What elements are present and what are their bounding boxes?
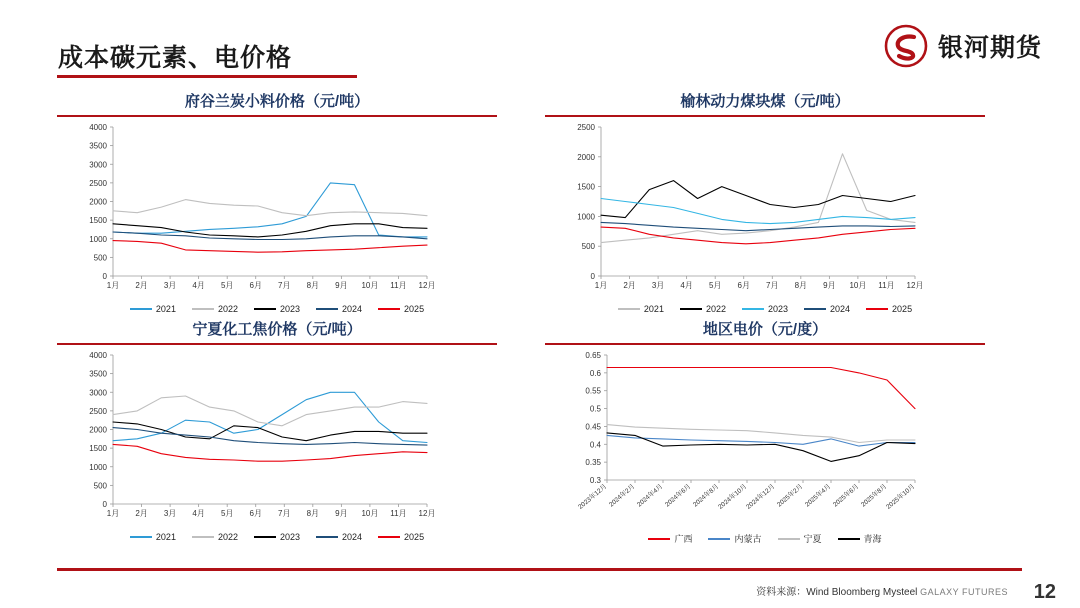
legend-item[interactable]	[130, 532, 176, 542]
chart-legend-fugu-lantan	[57, 304, 497, 314]
svg-text:5月: 5月	[708, 281, 722, 290]
legend-swatch	[316, 536, 338, 538]
legend-label: 2021	[155, 532, 176, 542]
svg-text:1月: 1月	[594, 281, 608, 290]
legend-swatch	[130, 308, 152, 310]
svg-text:6月: 6月	[249, 281, 262, 290]
svg-text:500: 500	[93, 253, 107, 263]
svg-text:2024年10月: 2024年10月	[717, 483, 749, 511]
legend-item[interactable]	[804, 304, 850, 314]
legend-swatch	[378, 536, 400, 538]
legend-item[interactable]	[192, 532, 238, 542]
chart-title-diqu-dianjia: 地区电价（元/度）	[702, 321, 828, 338]
svg-text:2月: 2月	[135, 281, 148, 290]
legend-label: 广西	[674, 534, 693, 544]
svg-text:9月: 9月	[335, 509, 348, 518]
svg-text:4000: 4000	[89, 123, 107, 132]
svg-text:2月: 2月	[135, 509, 148, 518]
legend-label: 2023	[767, 304, 789, 314]
source-text: 资料来源：Wind Bloomberg Mysteel	[756, 587, 918, 598]
plot-yulin-mei	[545, 117, 985, 302]
svg-text:0.35: 0.35	[585, 458, 601, 468]
chart-panel-ningxia-jiao	[57, 318, 497, 542]
source-brand: GALAXY FUTURES	[920, 587, 1008, 597]
legend-label: 2024	[342, 304, 363, 314]
svg-text:2500: 2500	[89, 406, 107, 416]
svg-text:11月: 11月	[390, 281, 407, 290]
svg-text:3月: 3月	[651, 281, 665, 290]
legend-item[interactable]	[316, 304, 362, 314]
svg-text:2025年2月: 2025年2月	[775, 483, 805, 509]
svg-text:500: 500	[581, 242, 595, 252]
svg-text:2024年2月: 2024年2月	[607, 483, 637, 509]
svg-text:1月: 1月	[106, 509, 120, 518]
svg-text:7月: 7月	[278, 281, 291, 290]
svg-text:3000: 3000	[89, 388, 107, 398]
legend-item[interactable]	[378, 532, 424, 542]
legend-label: 宁夏	[803, 534, 822, 544]
svg-text:2025年8月: 2025年8月	[859, 483, 889, 509]
legend-swatch	[254, 308, 276, 310]
legend-label: 2025	[404, 532, 425, 542]
svg-text:7月: 7月	[278, 509, 291, 518]
legend-swatch	[378, 308, 400, 310]
svg-text:12月: 12月	[418, 281, 436, 290]
svg-text:2024年8月: 2024年8月	[691, 483, 721, 509]
legend-label: 2021	[155, 304, 176, 314]
legend-item[interactable]	[742, 304, 788, 314]
svg-text:2025年6月: 2025年6月	[831, 483, 861, 509]
svg-text:0.6: 0.6	[589, 368, 601, 378]
svg-text:2024年4月: 2024年4月	[635, 483, 665, 509]
legend-swatch	[778, 538, 800, 540]
svg-text:1500: 1500	[89, 444, 107, 454]
svg-text:2025年10月: 2025年10月	[885, 483, 917, 511]
legend-item[interactable]	[130, 304, 176, 314]
legend-item[interactable]	[316, 532, 362, 542]
svg-text:11月: 11月	[390, 509, 407, 518]
svg-text:0.45: 0.45	[585, 422, 601, 432]
svg-text:9月: 9月	[335, 281, 348, 290]
svg-text:3月: 3月	[163, 509, 177, 518]
legend-item[interactable]	[618, 304, 664, 314]
svg-text:3500: 3500	[89, 369, 107, 379]
legend-item[interactable]	[254, 532, 300, 542]
svg-text:0.4: 0.4	[589, 440, 601, 450]
legend-label: 2024	[830, 304, 851, 314]
svg-text:10月: 10月	[849, 281, 867, 290]
legend-label: 内蒙古	[734, 534, 762, 544]
legend-label: 2021	[643, 304, 664, 314]
svg-text:5月: 5月	[220, 509, 234, 518]
svg-text:1000: 1000	[89, 234, 107, 244]
chart-panel-diqu-dianjia	[545, 318, 985, 545]
svg-text:9月: 9月	[823, 281, 836, 290]
chart-legend-yulin-mei	[545, 304, 985, 314]
plot-diqu-dianjia	[545, 345, 985, 530]
chart-title-yulin-mei: 榆林动力煤块煤（元/吨）	[680, 93, 850, 110]
brand	[884, 24, 1042, 68]
svg-text:8月: 8月	[306, 281, 320, 290]
legend-item[interactable]	[648, 532, 692, 545]
legend-item[interactable]	[838, 532, 882, 545]
legend-item[interactable]	[192, 304, 238, 314]
legend-swatch	[130, 536, 152, 538]
chart-panel-fugu-lantan	[57, 90, 497, 314]
legend-swatch	[838, 538, 860, 540]
svg-text:2023年12月: 2023年12月	[577, 483, 609, 511]
svg-text:2月: 2月	[623, 281, 636, 290]
svg-text:12月: 12月	[418, 509, 436, 518]
legend-swatch	[618, 308, 640, 310]
svg-text:4月: 4月	[680, 281, 693, 290]
chart-legend-ningxia-jiao	[57, 532, 497, 542]
legend-item[interactable]	[378, 304, 424, 314]
svg-text:3000: 3000	[89, 160, 107, 170]
plot-fugu-lantan	[57, 117, 497, 302]
svg-text:4月: 4月	[192, 509, 205, 518]
legend-label: 青海	[863, 534, 882, 544]
svg-text:2000: 2000	[89, 197, 107, 207]
legend-label: 2025	[892, 304, 913, 314]
svg-text:2025年4月: 2025年4月	[803, 483, 833, 509]
legend-label: 2022	[217, 304, 238, 314]
legend-label: 2023	[279, 304, 301, 314]
svg-text:4月: 4月	[192, 281, 205, 290]
svg-text:4000: 4000	[89, 351, 107, 360]
svg-text:6月: 6月	[249, 509, 262, 518]
galaxy-logo-icon	[884, 24, 928, 68]
legend-item[interactable]	[680, 304, 726, 314]
legend-swatch	[254, 536, 276, 538]
legend-item[interactable]	[778, 532, 822, 545]
svg-text:500: 500	[93, 481, 107, 491]
svg-text:2000: 2000	[89, 425, 107, 435]
svg-text:5月: 5月	[220, 281, 234, 290]
svg-text:3500: 3500	[89, 141, 107, 151]
svg-text:0.55: 0.55	[585, 386, 601, 396]
svg-text:1000: 1000	[89, 462, 107, 472]
plot-ningxia-jiao	[57, 345, 497, 530]
title-underline	[57, 75, 357, 78]
svg-text:0: 0	[590, 272, 595, 281]
legend-swatch	[708, 538, 730, 540]
svg-text:6月: 6月	[737, 281, 750, 290]
svg-text:8月: 8月	[794, 281, 808, 290]
legend-swatch	[866, 308, 888, 310]
svg-text:10月: 10月	[361, 509, 379, 518]
svg-text:1500: 1500	[577, 182, 595, 192]
legend-label: 2022	[217, 532, 238, 542]
chart-panel-yulin-mei	[545, 90, 985, 314]
legend-label: 2022	[705, 304, 726, 314]
legend-swatch	[742, 308, 764, 310]
source-note	[756, 583, 1008, 598]
svg-text:0: 0	[102, 272, 107, 281]
legend-swatch	[316, 308, 338, 310]
legend-swatch	[804, 308, 826, 310]
svg-text:0: 0	[102, 500, 107, 509]
svg-text:3月: 3月	[163, 281, 177, 290]
svg-text:7月: 7月	[766, 281, 779, 290]
legend-swatch	[192, 536, 214, 538]
legend-item[interactable]	[254, 304, 300, 314]
legend-swatch	[648, 538, 670, 540]
legend-label: 2023	[279, 532, 301, 542]
svg-text:1500: 1500	[89, 216, 107, 226]
svg-text:12月: 12月	[906, 281, 924, 290]
svg-text:2500: 2500	[577, 123, 595, 132]
chart-title-ningxia-jiao: 宁夏化工焦价格（元/吨）	[192, 321, 362, 338]
legend-item[interactable]	[866, 304, 912, 314]
svg-text:11月: 11月	[878, 281, 895, 290]
footer-rule	[57, 568, 1022, 571]
svg-text:2024年6月: 2024年6月	[663, 483, 693, 509]
svg-text:1000: 1000	[577, 212, 595, 222]
page-title: 成本碳元素、电价格	[58, 44, 293, 72]
legend-label: 2025	[404, 304, 425, 314]
svg-text:2024年12月: 2024年12月	[745, 483, 777, 511]
legend-swatch	[680, 308, 702, 310]
brand-name: 银河期货	[937, 34, 1042, 62]
svg-text:10月: 10月	[361, 281, 379, 290]
svg-text:2000: 2000	[577, 152, 595, 162]
svg-text:0.3: 0.3	[589, 476, 601, 485]
page-number: 12	[1033, 581, 1056, 603]
svg-text:8月: 8月	[306, 509, 320, 518]
legend-item[interactable]	[708, 532, 761, 545]
svg-text:1月: 1月	[106, 281, 120, 290]
svg-text:0.65: 0.65	[585, 351, 601, 360]
legend-label: 2024	[342, 532, 363, 542]
legend-swatch	[192, 308, 214, 310]
svg-text:0.5: 0.5	[589, 404, 601, 414]
svg-text:2500: 2500	[89, 178, 107, 188]
chart-legend-diqu-dianjia	[545, 532, 985, 545]
chart-title-fugu-lantan: 府谷兰炭小料价格（元/吨）	[184, 93, 370, 110]
